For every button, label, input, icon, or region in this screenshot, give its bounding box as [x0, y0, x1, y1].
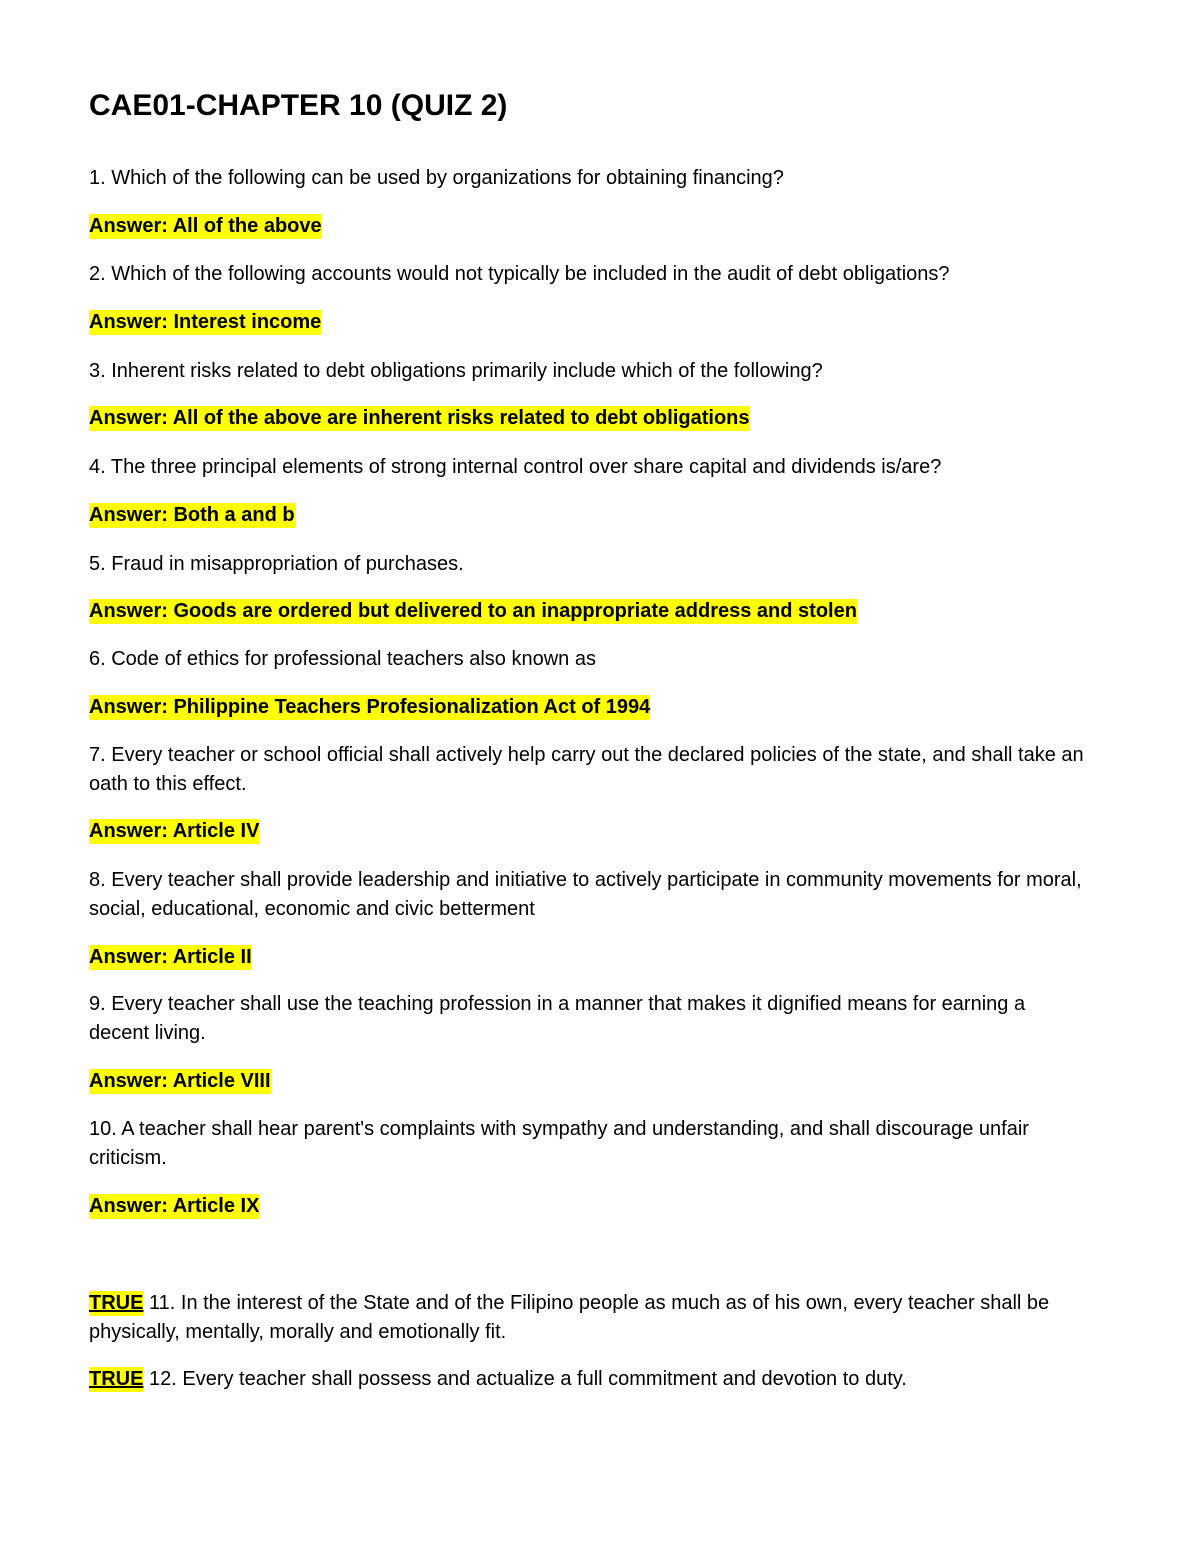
question-8: 8. Every teacher shall provide leadership and initiative to actively participate in community movements for moral, social, educational, economic and civic betterment — [89, 869, 1082, 920]
answer-5 — [89, 597, 1089, 626]
answer-10-text: Answer: Article IX — [89, 1195, 260, 1217]
document-title: CAE01-CHAPTER 10 (QUIZ 2) — [89, 89, 508, 122]
answer-6-text: Answer: Philippine Teachers Profesionalization Act of 1994 — [89, 696, 651, 718]
answer-9-text: Answer: Article VIII — [89, 1070, 271, 1092]
question-10: 10. A teacher shall hear parent's complaints with sympathy and understanding, and shall discourage unfair criticism. — [89, 1118, 1029, 1169]
true-false-11-label: TRUE — [89, 1292, 144, 1314]
true-false-12 — [89, 1365, 1089, 1394]
answer-4-text: Answer: Both a and b — [89, 504, 295, 526]
answer-4 — [89, 501, 1089, 530]
answer-7 — [89, 817, 1089, 846]
answer-10 — [89, 1192, 1089, 1221]
true-false-12-statement: 12. Every teacher shall possess and actualize a full commitment and devotion to duty. — [143, 1368, 907, 1390]
answer-7-text: Answer: Article IV — [89, 820, 260, 842]
answer-8 — [89, 943, 1089, 972]
answer-3-text: Answer: All of the above are inherent risks related to debt obligations — [89, 407, 750, 429]
answer-6 — [89, 693, 1089, 722]
question-9: 9. Every teacher shall use the teaching profession in a manner that makes it dignified means for earning a decent living. — [89, 993, 1026, 1044]
question-3: 3. Inherent risks related to debt obligations primarily include which of the following? — [89, 360, 823, 382]
answer-3 — [89, 404, 1089, 433]
question-2: 2. Which of the following accounts would not typically be included in the audit of debt obligations? — [89, 263, 950, 285]
true-false-11 — [89, 1289, 1089, 1347]
true-false-11-statement: 11. In the interest of the State and of the Filipino people as much as of his own, every teacher shall be physically, mentally, morally and emotionally fit. — [89, 1292, 1050, 1343]
answer-8-text: Answer: Article II — [89, 946, 252, 968]
question-6: 6. Code of ethics for professional teachers also known as — [89, 648, 596, 670]
answer-1 — [89, 212, 1089, 241]
answer-5-text: Answer: Goods are ordered but delivered to an inappropriate address and stolen — [89, 600, 857, 622]
answer-2-text: Answer: Interest income — [89, 311, 322, 333]
answer-9 — [89, 1067, 1089, 1096]
question-7: 7. Every teacher or school official shall actively help carry out the declared policies of the state, and shall take an oath to this effect. — [89, 744, 1084, 795]
answer-2 — [89, 308, 1089, 337]
question-1: 1. Which of the following can be used by organizations for obtaining financing? — [89, 167, 784, 189]
true-false-12-label: TRUE — [89, 1368, 144, 1390]
question-5: 5. Fraud in misappropriation of purchases. — [89, 553, 464, 575]
answer-1-text: Answer: All of the above — [89, 215, 322, 237]
question-4: 4. The three principal elements of strong internal control over share capital and dividends is/are? — [89, 456, 942, 478]
